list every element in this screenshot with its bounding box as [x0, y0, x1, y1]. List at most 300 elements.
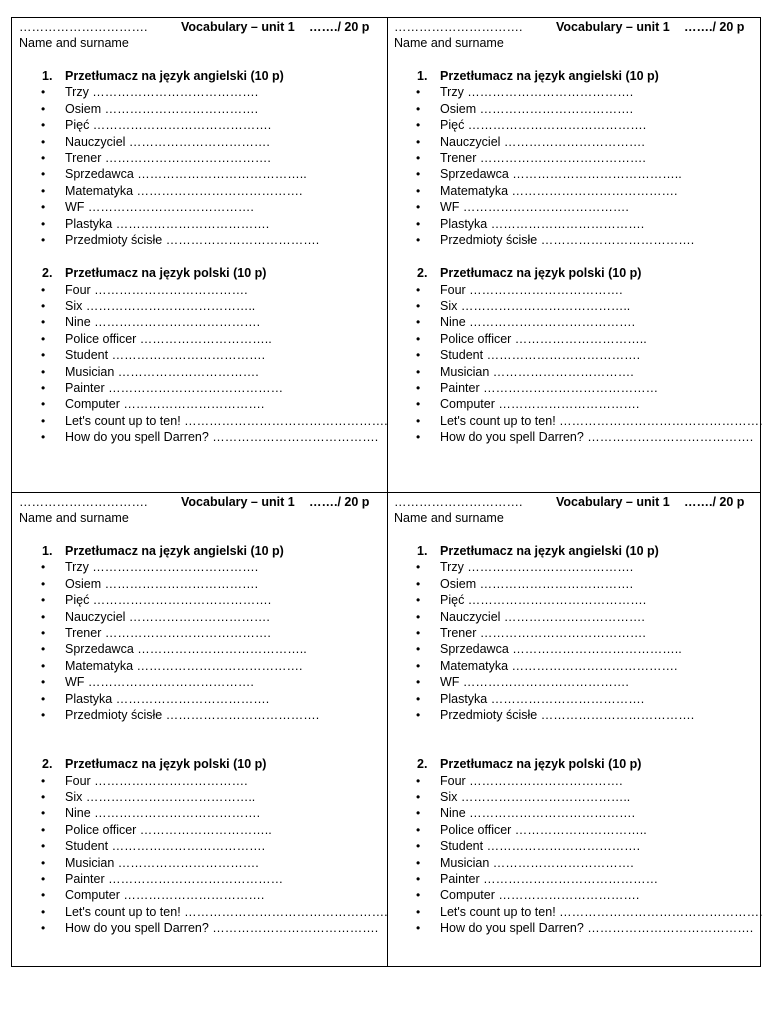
vocab-item: [19, 282, 385, 298]
bullet-icon: •: [416, 183, 421, 198]
section-2-list: [19, 773, 388, 937]
bullet-icon: •: [416, 348, 421, 363]
vocab-item-text: Four ……………………………….: [440, 282, 623, 297]
vocab-item-text: Nine ………………………………….: [440, 806, 636, 821]
bullet-icon: •: [416, 200, 421, 215]
section-number: 1.: [42, 69, 53, 83]
vocab-item: [19, 134, 385, 150]
bullet-icon: •: [416, 315, 421, 330]
bullet-icon: •: [416, 593, 421, 608]
bullet-icon: •: [41, 299, 46, 314]
bullet-icon: •: [41, 381, 46, 396]
bullet-icon: •: [41, 707, 46, 722]
vocab-item: [394, 117, 760, 133]
vocab-item: [394, 413, 763, 429]
bullet-icon: •: [416, 101, 421, 116]
vocab-item-text: Przedmioty ścisłe ……………………………….: [440, 707, 695, 722]
vocab-item-text: Sprzedawca …………………………………..: [65, 642, 307, 657]
bullet-icon: •: [41, 576, 46, 591]
vocab-item: [19, 331, 385, 347]
section-2-title: [19, 756, 385, 772]
vocab-item: [19, 592, 385, 608]
spacer: [394, 248, 760, 265]
section-number: 1.: [417, 544, 428, 558]
vocab-item-text: WF ………………………………….: [440, 200, 629, 215]
vocab-item-text: Pięć …………………………………….: [65, 118, 272, 133]
card-header: [394, 19, 760, 35]
vocab-item: [19, 887, 385, 903]
vocab-item: [394, 150, 760, 166]
name-surname-label: Name and surname: [19, 36, 129, 50]
section-heading: Przetłumacz na język angielski (10 p): [65, 69, 284, 83]
section-heading: Przetłumacz na język polski (10 p): [65, 757, 267, 772]
bullet-icon: •: [41, 331, 46, 346]
card-header: [19, 19, 385, 35]
vocab-item: [394, 592, 760, 608]
spacer: [394, 723, 760, 756]
name-surname-label: Name and surname: [394, 36, 504, 50]
bullet-icon: •: [416, 707, 421, 722]
vocab-item-text: How do you spell Darren? ………………………………….: [440, 430, 754, 445]
vocab-item-text: How do you spell Darren? ………………………………….: [65, 430, 379, 445]
vocab-item-text: Trzy ………………………………….: [440, 560, 634, 575]
vocab-item-text: Osiem ……………………………….: [440, 101, 634, 116]
bullet-icon: •: [416, 822, 421, 837]
bullet-icon: •: [416, 413, 421, 428]
bullet-icon: •: [416, 576, 421, 591]
vocab-item: [19, 183, 385, 199]
bullet-icon: •: [41, 167, 46, 182]
section-2-title: [19, 265, 385, 281]
vocab-item: [19, 805, 385, 821]
vocab-item: [19, 298, 385, 314]
vocab-item: [19, 314, 385, 330]
bullet-icon: •: [41, 593, 46, 608]
card-title: Vocabulary – unit 1: [556, 495, 670, 509]
score-total: ……./ 20 p: [684, 495, 745, 509]
section-2-list: [394, 282, 763, 446]
vocab-item-text: Trener ………………………………….: [440, 625, 646, 640]
bullet-icon: •: [416, 921, 421, 936]
vocab-item: [394, 641, 760, 657]
vocab-item-text: Osiem ……………………………….: [440, 576, 634, 591]
section-heading: Przetłumacz na język polski (10 p): [440, 266, 642, 281]
vocab-item-text: Computer …………………………….: [65, 397, 265, 412]
vocab-item: [19, 117, 385, 133]
vocab-item-text: Plastyka ……………………………….: [65, 691, 270, 706]
section-1-list: [394, 559, 760, 723]
vocab-item-text: Four ……………………………….: [440, 773, 623, 788]
vocab-item: [394, 216, 760, 232]
bullet-icon: •: [41, 85, 46, 100]
vocab-item: [394, 166, 760, 182]
section-2-title: [394, 265, 760, 281]
vocab-item: [19, 396, 385, 412]
bullet-icon: •: [416, 773, 421, 788]
bullet-icon: •: [416, 888, 421, 903]
section-number: 2.: [417, 757, 428, 772]
vocab-item: [394, 658, 760, 674]
bullet-icon: •: [416, 691, 421, 706]
bullet-icon: •: [41, 904, 46, 919]
vocab-item-text: Trener ………………………………….: [65, 150, 271, 165]
vocab-item: [19, 625, 385, 641]
bullet-icon: •: [416, 397, 421, 412]
bullet-icon: •: [41, 216, 46, 231]
vocab-item-text: Przedmioty ścisłe ……………………………….: [65, 232, 320, 247]
vocab-item-text: Plastyka ……………………………….: [440, 691, 645, 706]
vocab-item-text: Student ……………………………….: [440, 348, 641, 363]
bullet-icon: •: [416, 134, 421, 149]
vocab-item: [19, 150, 385, 166]
bullet-icon: •: [41, 282, 46, 297]
score-blank: ………………………….: [19, 495, 148, 509]
vocab-item: [394, 707, 760, 723]
vocab-item-text: Trener ………………………………….: [440, 150, 646, 165]
spacer: [394, 526, 760, 543]
vocab-item: [394, 396, 760, 412]
vocab-item: [394, 380, 760, 396]
vocab-item: [19, 101, 385, 117]
vocab-item-text: Student ……………………………….: [440, 839, 641, 854]
vocab-item: [394, 625, 760, 641]
vocab-item: [19, 216, 385, 232]
vocab-item: [394, 773, 760, 789]
vocab-item: [394, 838, 760, 854]
vocab-item-text: Police officer …………………………..: [440, 331, 647, 346]
vocab-item-text: Nauczyciel …………………………….: [440, 609, 645, 624]
vocab-item: [19, 559, 385, 575]
vocab-item: [19, 166, 385, 182]
bullet-icon: •: [416, 790, 421, 805]
vocab-item-text: Nine ………………………………….: [440, 315, 636, 330]
vocab-item-text: Nine ………………………………….: [65, 806, 261, 821]
bullet-icon: •: [41, 560, 46, 575]
section-2-list: [394, 773, 763, 937]
bullet-icon: •: [41, 397, 46, 412]
vocab-item: [394, 134, 760, 150]
worksheet-grid: [11, 17, 761, 967]
section-1-list: [19, 559, 385, 723]
vocab-item-text: Musician …………………………….: [65, 364, 259, 379]
section-number: 2.: [42, 757, 53, 772]
vocab-item-text: Painter ……………………………………: [440, 872, 659, 887]
vocab-item-text: Computer …………………………….: [440, 888, 640, 903]
vocab-item: [394, 347, 760, 363]
section-heading: Przetłumacz na język angielski (10 p): [440, 544, 659, 558]
vocab-item: [394, 871, 760, 887]
vocab-item: [394, 887, 760, 903]
bullet-icon: •: [416, 150, 421, 165]
vocab-item: [19, 429, 385, 445]
vocab-item: [19, 641, 385, 657]
section-number: 2.: [417, 266, 428, 281]
vocab-item: [19, 789, 385, 805]
vocab-item: [394, 789, 760, 805]
quiz-card-bottom-right: [394, 494, 763, 964]
bullet-icon: •: [41, 118, 46, 133]
bullet-icon: •: [41, 609, 46, 624]
vocab-item-text: Musician …………………………….: [440, 364, 634, 379]
vocab-item-text: Nine ………………………………….: [65, 315, 261, 330]
vocab-item-text: Police officer …………………………..: [65, 822, 272, 837]
vocab-item-text: Painter ……………………………………: [65, 872, 284, 887]
vocab-item-text: Przedmioty ścisłe ……………………………….: [65, 707, 320, 722]
vocab-item-text: Trzy ………………………………….: [65, 560, 259, 575]
section-heading: Przetłumacz na język polski (10 p): [65, 266, 267, 281]
bullet-icon: •: [416, 331, 421, 346]
vocab-item: [394, 298, 760, 314]
quiz-card-top-left: [19, 19, 388, 489]
vocab-item: [394, 364, 760, 380]
score-total: ……./ 20 p: [684, 20, 745, 34]
vocab-item: [394, 429, 760, 445]
vocab-item-text: Matematyka ………………………………….: [440, 183, 678, 198]
vocab-item: [19, 364, 385, 380]
bullet-icon: •: [41, 625, 46, 640]
vocab-item-text: Nauczyciel …………………………….: [440, 134, 645, 149]
bullet-icon: •: [41, 101, 46, 116]
vocab-item-text: Osiem ……………………………….: [65, 576, 259, 591]
vocab-item-text: Six …………………………………..: [440, 299, 631, 314]
bullet-icon: •: [416, 381, 421, 396]
vocab-item-text: Sprzedawca …………………………………..: [440, 167, 682, 182]
vocab-item: [19, 658, 385, 674]
bullet-icon: •: [41, 855, 46, 870]
bullet-icon: •: [41, 675, 46, 690]
bullet-icon: •: [416, 364, 421, 379]
vocab-item: [19, 674, 385, 690]
section-1-title: [19, 68, 385, 84]
vocab-item-text: Pięć …………………………………….: [440, 118, 647, 133]
bullet-icon: •: [416, 609, 421, 624]
bullet-icon: •: [41, 348, 46, 363]
bullet-icon: •: [41, 806, 46, 821]
bullet-icon: •: [41, 430, 46, 445]
vocab-item-text: Let's count up to ten! ………………………………………….: [440, 904, 763, 919]
bullet-icon: •: [416, 430, 421, 445]
vocab-item: [394, 232, 760, 248]
vocab-item-text: Computer …………………………….: [65, 888, 265, 903]
bullet-icon: •: [41, 183, 46, 198]
vocab-item-text: Four ……………………………….: [65, 282, 248, 297]
section-heading: Przetłumacz na język angielski (10 p): [440, 69, 659, 83]
vocab-item-text: Osiem ……………………………….: [65, 101, 259, 116]
vocab-item-text: Nauczyciel …………………………….: [65, 134, 270, 149]
section-2-list: [19, 282, 388, 446]
vocab-item: [19, 871, 385, 887]
spacer: [19, 526, 385, 543]
vocab-item-text: Let's count up to ten! ………………………………………….: [440, 413, 763, 428]
card-header: [394, 494, 760, 510]
vocab-item: [394, 920, 760, 936]
spacer: [394, 51, 760, 68]
bullet-icon: •: [41, 413, 46, 428]
bullet-icon: •: [41, 888, 46, 903]
vocab-item: [19, 380, 385, 396]
vocab-item: [19, 904, 388, 920]
bullet-icon: •: [416, 85, 421, 100]
vocab-item: [19, 773, 385, 789]
spacer: [19, 723, 385, 756]
vocab-item-text: Student ……………………………….: [65, 839, 266, 854]
bullet-icon: •: [416, 658, 421, 673]
bullet-icon: •: [41, 232, 46, 247]
vocab-item: [19, 232, 385, 248]
vocab-item-text: Przedmioty ścisłe ……………………………….: [440, 232, 695, 247]
vocab-item: [394, 84, 760, 100]
vocab-item-text: Sprzedawca …………………………………..: [440, 642, 682, 657]
vocab-item-text: Six …………………………………..: [65, 790, 256, 805]
section-heading: Przetłumacz na język angielski (10 p): [65, 544, 284, 558]
vocab-item-text: Police officer …………………………..: [65, 331, 272, 346]
bullet-icon: •: [416, 806, 421, 821]
vocab-item: [19, 691, 385, 707]
section-1-title: [394, 543, 760, 559]
vocab-item: [19, 707, 385, 723]
vocab-item-text: Trzy ………………………………….: [440, 85, 634, 100]
vocab-item: [394, 199, 760, 215]
score-blank: ………………………….: [394, 20, 523, 34]
vocab-item: [394, 904, 763, 920]
vocab-item-text: Nauczyciel …………………………….: [65, 609, 270, 624]
vocab-item-text: Student ……………………………….: [65, 348, 266, 363]
bullet-icon: •: [416, 675, 421, 690]
name-surname-label: Name and surname: [19, 511, 129, 525]
score-blank: ………………………….: [394, 495, 523, 509]
vocab-item-text: WF ………………………………….: [65, 200, 254, 215]
bullet-icon: •: [416, 839, 421, 854]
quiz-card-top-right: [394, 19, 763, 489]
bullet-icon: •: [41, 872, 46, 887]
card-title: Vocabulary – unit 1: [181, 495, 295, 509]
vocab-item-text: Musician …………………………….: [440, 855, 634, 870]
bullet-icon: •: [41, 134, 46, 149]
bullet-icon: •: [41, 150, 46, 165]
section-1-list: [394, 84, 760, 248]
score-blank: ………………………….: [19, 20, 148, 34]
name-surname-label: Name and surname: [394, 511, 504, 525]
spacer: [19, 51, 385, 68]
section-1-title: [19, 543, 385, 559]
bullet-icon: •: [416, 625, 421, 640]
vocab-item-text: Sprzedawca …………………………………..: [65, 167, 307, 182]
bullet-icon: •: [416, 904, 421, 919]
vocab-item: [394, 576, 760, 592]
vocab-item: [394, 282, 760, 298]
vocab-item-text: How do you spell Darren? ………………………………….: [65, 921, 379, 936]
bullet-icon: •: [416, 118, 421, 133]
vocab-item-text: WF ………………………………….: [440, 675, 629, 690]
vocab-item-text: Matematyka ………………………………….: [65, 183, 303, 198]
vocab-item: [19, 920, 385, 936]
vocab-item: [394, 314, 760, 330]
vocab-item: [19, 855, 385, 871]
bullet-icon: •: [41, 921, 46, 936]
vocab-item-text: Computer …………………………….: [440, 397, 640, 412]
score-total: ……./ 20 p: [309, 495, 370, 509]
vocab-item-text: Plastyka ……………………………….: [440, 216, 645, 231]
vocab-item: [19, 609, 385, 625]
vocab-item: [19, 838, 385, 854]
bullet-icon: •: [41, 364, 46, 379]
vocab-item: [19, 84, 385, 100]
vocab-item-text: Six …………………………………..: [65, 299, 256, 314]
section-heading: Przetłumacz na język polski (10 p): [440, 757, 642, 772]
vocab-item: [394, 674, 760, 690]
bullet-icon: •: [416, 167, 421, 182]
vocab-item: [394, 855, 760, 871]
vocab-item: [19, 413, 388, 429]
vocab-item-text: Six …………………………………..: [440, 790, 631, 805]
vocab-item-text: Matematyka ………………………………….: [440, 658, 678, 673]
section-number: 1.: [42, 544, 53, 558]
vocab-item-text: Four ……………………………….: [65, 773, 248, 788]
bullet-icon: •: [41, 839, 46, 854]
vocab-item: [19, 576, 385, 592]
bullet-icon: •: [41, 658, 46, 673]
vocab-item: [394, 609, 760, 625]
bullet-icon: •: [416, 282, 421, 297]
section-number: 1.: [417, 69, 428, 83]
vocab-item-text: Trener ………………………………….: [65, 625, 271, 640]
vocab-item-text: WF ………………………………….: [65, 675, 254, 690]
section-1-title: [394, 68, 760, 84]
vocab-item: [19, 199, 385, 215]
vocab-item-text: Pięć …………………………………….: [440, 593, 647, 608]
card-header: [19, 494, 385, 510]
bullet-icon: •: [41, 200, 46, 215]
bullet-icon: •: [41, 642, 46, 657]
bullet-icon: •: [41, 773, 46, 788]
bullet-icon: •: [416, 216, 421, 231]
bullet-icon: •: [41, 822, 46, 837]
vocab-item-text: Painter ……………………………………: [440, 381, 659, 396]
vocab-item: [394, 101, 760, 117]
vocab-item: [394, 331, 760, 347]
bullet-icon: •: [416, 560, 421, 575]
vocab-item-text: Trzy ………………………………….: [65, 85, 259, 100]
vocab-item: [19, 822, 385, 838]
vocab-item: [394, 559, 760, 575]
score-total: ……./ 20 p: [309, 20, 370, 34]
bullet-icon: •: [41, 691, 46, 706]
vocab-item-text: Painter ……………………………………: [65, 381, 284, 396]
quiz-card-bottom-left: [19, 494, 388, 964]
bullet-icon: •: [416, 299, 421, 314]
spacer: [19, 248, 385, 265]
vocab-item: [394, 805, 760, 821]
horizontal-divider: [12, 492, 760, 493]
section-1-list: [19, 84, 385, 248]
vocab-item: [394, 822, 760, 838]
vocab-item-text: Matematyka ………………………………….: [65, 658, 303, 673]
vocab-item: [394, 183, 760, 199]
vocab-item-text: Pięć …………………………………….: [65, 593, 272, 608]
bullet-icon: •: [416, 642, 421, 657]
vocab-item-text: Let's count up to ten! ………………………………………….: [65, 413, 388, 428]
vocab-item-text: How do you spell Darren? ………………………………….: [440, 921, 754, 936]
section-2-title: [394, 756, 760, 772]
vocab-item-text: Plastyka ……………………………….: [65, 216, 270, 231]
bullet-icon: •: [416, 855, 421, 870]
section-number: 2.: [42, 266, 53, 281]
card-title: Vocabulary – unit 1: [556, 20, 670, 34]
vocab-item: [394, 691, 760, 707]
bullet-icon: •: [41, 790, 46, 805]
vocab-item-text: Let's count up to ten! ………………………………………….: [65, 904, 388, 919]
vocab-item: [19, 347, 385, 363]
